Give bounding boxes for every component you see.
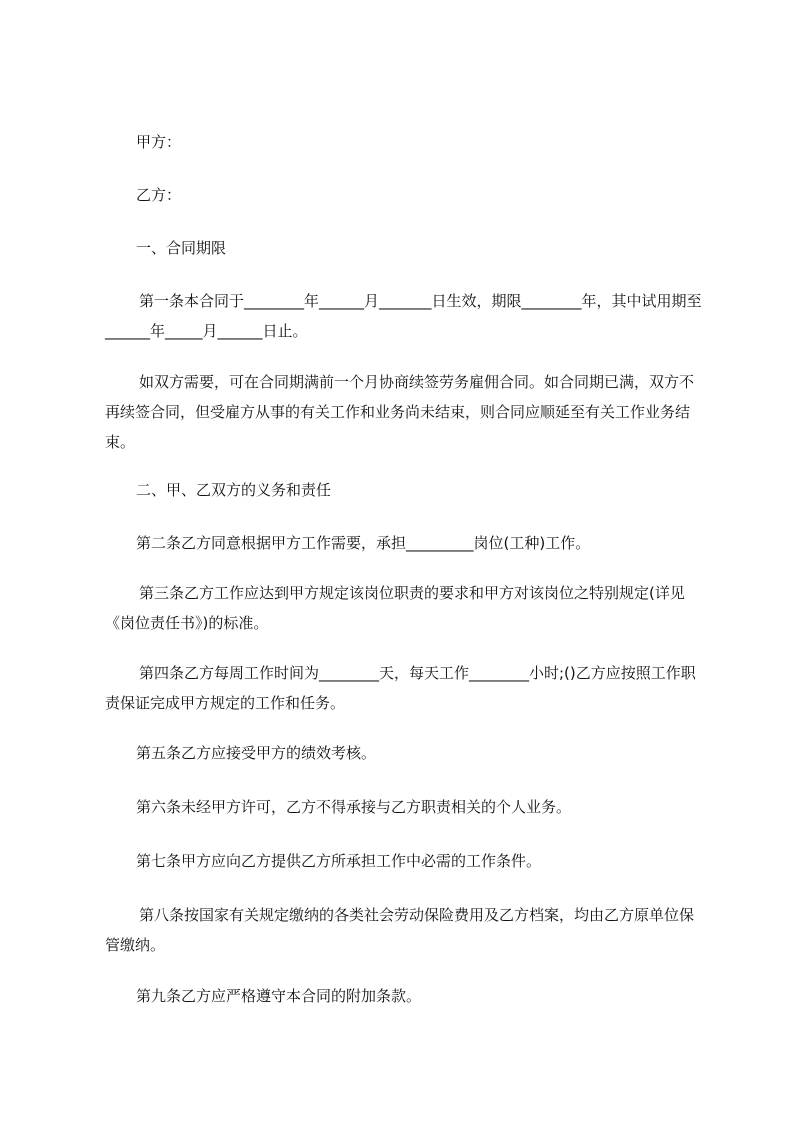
article-5: 第五条乙方应接受甲方的绩效考核。 <box>136 744 377 762</box>
article-1: 第一条本合同于________年______月_______日生效，期限________年，其中试用期至______年_____月______日止。 <box>105 292 702 340</box>
renewal-paragraph: 如双方需要，可在合同期满前一个月协商续签劳务雇佣合同。如合同期已满，双方不再续签合同，但受雇方从事的有关工作和业务尚未结束，则合同应顺延至有关工作业务结束。 <box>105 373 695 451</box>
article-8: 第八条按国家有关规定缴纳的各类社会劳动保险费用及乙方档案，均由乙方原单位保管缴纳。 <box>105 906 695 954</box>
section-2-heading: 二、甲、乙双方的义务和责任 <box>136 481 332 499</box>
article-3: 第三条乙方工作应达到甲方规定该岗位职责的要求和甲方对该岗位之特别规定(详见《岗位责任书》)的标准。 <box>105 584 685 632</box>
article-2: 第二条乙方同意根据甲方工作需要，承担_________岗位(工种)工作。 <box>136 534 591 552</box>
party-b-label: 乙方： <box>136 186 182 204</box>
article-6: 第六条未经甲方许可，乙方不得承接与乙方职责相关的个人业务。 <box>136 798 572 816</box>
article-7: 第七条甲方应向乙方提供乙方所承担工作中必需的工作条件。 <box>136 852 542 870</box>
party-a-label: 甲方： <box>136 133 182 151</box>
article-9: 第九条乙方应严格遵守本合同的附加条款。 <box>136 987 422 1005</box>
article-4: 第四条乙方每周工作时间为________天，每天工作________小时;()乙方应按照工作职责保证完成甲方规定的工作和任务。 <box>105 664 696 712</box>
section-1-heading: 一、合同期限 <box>136 239 227 257</box>
